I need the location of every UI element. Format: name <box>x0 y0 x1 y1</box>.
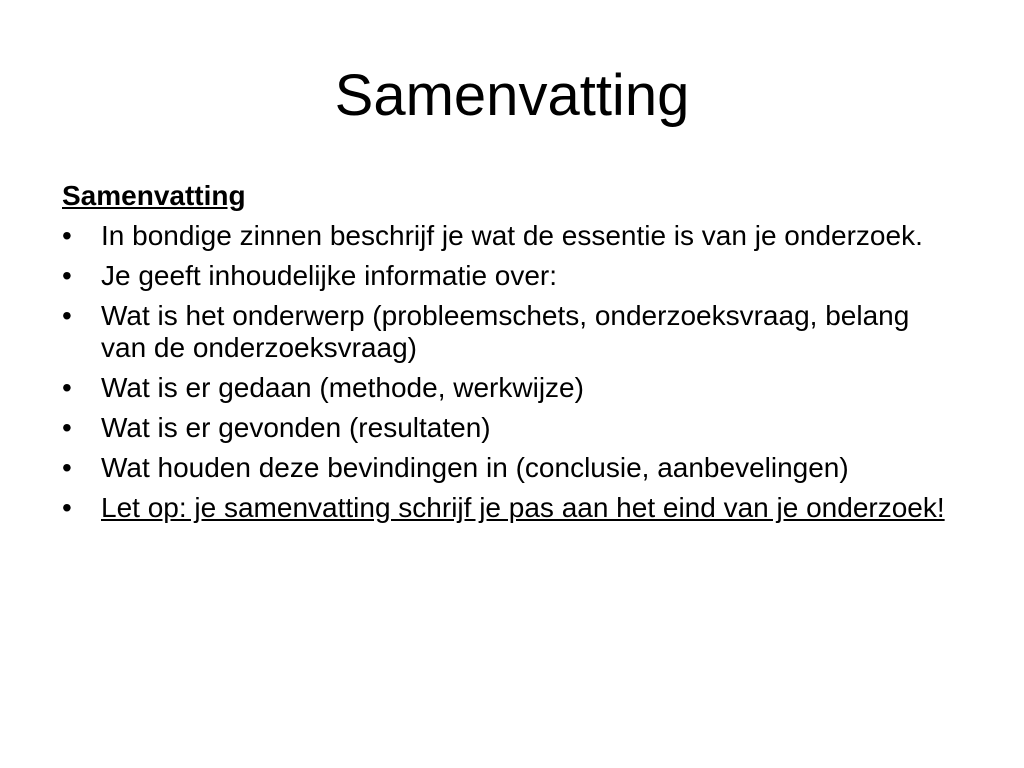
bullet-text: Wat houden deze bevindingen in (conclusie, aanbevelingen) <box>101 452 849 483</box>
bullet-text: Wat is er gedaan (methode, werkwijze) <box>101 372 584 403</box>
bullet-dot-icon: • <box>62 412 72 443</box>
bullet-item-let-op <box>62 492 962 524</box>
bullet-item-inhoudelijke-informatie <box>62 260 962 292</box>
bullet-text: Je geeft inhoudelijke informatie over: <box>101 260 558 291</box>
bullet-dot-icon: • <box>62 372 72 403</box>
bullet-item-bevindingen <box>62 452 962 484</box>
slide-content <box>62 180 962 532</box>
bullet-text: In bondige zinnen beschrijf je wat de essentie is van je onderzoek. <box>101 220 923 251</box>
bullet-dot-icon: • <box>62 300 72 331</box>
bullet-dot-icon: • <box>62 452 72 483</box>
bullet-dot-icon: • <box>62 220 72 251</box>
bullet-dot-icon: • <box>62 492 72 523</box>
bullet-item-gevonden <box>62 412 962 444</box>
bullet-list <box>62 220 962 524</box>
bullet-text-note: Let op: je samenvatting schrijf je pas aan het eind van je onderzoek! <box>101 492 945 523</box>
bullet-text: Wat is het onderwerp (probleemschets, onderzoeksvraag, belang van de onderzoeksvraag) <box>101 300 910 363</box>
bullet-item-gedaan <box>62 372 962 404</box>
bullet-item-onderwerp <box>62 300 962 364</box>
bullet-text: Wat is er gevonden (resultaten) <box>101 412 491 443</box>
bullet-item-essentie <box>62 220 962 252</box>
slide-title: Samenvatting <box>334 63 690 128</box>
bullet-dot-icon: • <box>62 260 72 291</box>
section-heading: Samenvatting <box>62 180 246 211</box>
